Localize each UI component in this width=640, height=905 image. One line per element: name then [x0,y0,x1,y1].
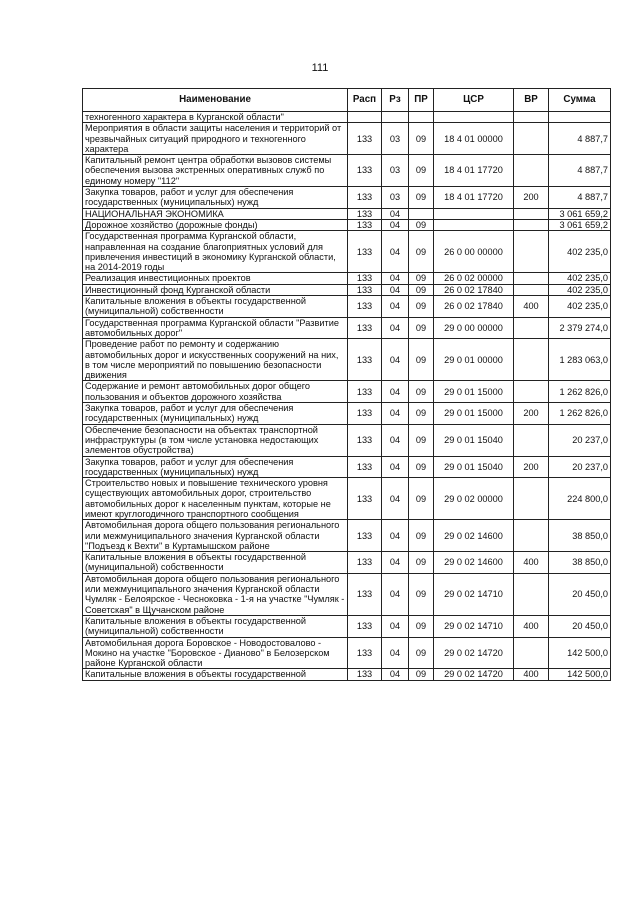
cell-rasp: 133 [348,208,382,219]
cell-rz: 04 [382,208,409,219]
header-rz: Рз [382,89,409,112]
cell-name: Капитальные вложения в объекты государственной (муниципальной) собственности [83,296,348,318]
cell-name: Капитальный ремонт центра обработки вызовов системы обеспечения вызова экстренных оперативных служб по единому номеру "112" [83,155,348,187]
cell-name: Капитальные вложения в объекты государственной [83,669,348,680]
cell-pr: 09 [409,424,434,456]
cell-rasp: 133 [348,615,382,637]
cell-pr [409,112,434,123]
table-row [83,456,611,478]
cell-rasp [348,112,382,123]
cell-vr [514,424,549,456]
cell-sum: 2 379 274,0 [549,317,611,339]
cell-csr [434,208,514,219]
cell-rasp: 133 [348,478,382,520]
cell-rasp: 133 [348,552,382,574]
cell-sum: 402 235,0 [549,296,611,318]
cell-sum: 4 887,7 [549,123,611,155]
table-row [83,273,611,284]
cell-csr: 29 0 02 14720 [434,669,514,680]
header-sum: Сумма [549,89,611,112]
cell-sum: 3 061 659,2 [549,219,611,230]
cell-name: Государственная программа Курганской области "Развитие автомобильных дорог" [83,317,348,339]
cell-rz: 04 [382,424,409,456]
table-row [83,208,611,219]
table-row [83,637,611,669]
cell-vr [514,273,549,284]
cell-rz: 04 [382,552,409,574]
cell-csr: 29 0 01 15040 [434,456,514,478]
table-row [83,478,611,520]
page-number: 111 [311,62,329,74]
cell-vr [514,317,549,339]
cell-pr: 09 [409,456,434,478]
cell-rasp: 133 [348,403,382,425]
cell-vr: 200 [514,403,549,425]
table-row [83,112,611,123]
cell-pr: 09 [409,552,434,574]
cell-pr: 09 [409,520,434,552]
cell-vr [514,520,549,552]
cell-rasp: 133 [348,573,382,615]
cell-rz: 04 [382,231,409,273]
cell-rasp: 133 [348,123,382,155]
cell-name: Дорожное хозяйство (дорожные фонды) [83,219,348,230]
cell-pr: 09 [409,155,434,187]
cell-pr: 09 [409,403,434,425]
cell-name: Капитальные вложения в объекты государственной (муниципальной) собственности [83,552,348,574]
cell-name: НАЦИОНАЛЬНАЯ ЭКОНОМИКА [83,208,348,219]
cell-csr: 29 0 01 00000 [434,339,514,381]
cell-name: Инвестиционный фонд Курганской области [83,284,348,295]
cell-csr [434,219,514,230]
header-pr: ПР [409,89,434,112]
cell-vr [514,381,549,403]
cell-rasp: 133 [348,669,382,680]
cell-rasp: 133 [348,155,382,187]
cell-name: Государственная программа Курганской области, направленная на создание благоприятных условий для привлечения инвестиций в экономику Курганской области, на 2014-2019 годы [83,231,348,273]
cell-name: Проведение работ по ремонту и содержанию автомобильных дорог и искусственных сооружений на них, в том числе мероприятий по повышению безопасности движения [83,339,348,381]
cell-vr: 400 [514,669,549,680]
cell-csr: 29 0 01 15040 [434,424,514,456]
cell-vr [514,123,549,155]
cell-rz: 04 [382,273,409,284]
cell-csr: 29 0 00 00000 [434,317,514,339]
cell-name: Автомобильная дорога общего пользования регионального или межмуниципального значения Курганской области Чумляк - Белоярское - Чесноковка - 1-я на участке "Чумляк - Советская" в Щучанском районе [83,573,348,615]
cell-pr: 09 [409,296,434,318]
cell-rz: 04 [382,403,409,425]
table-row [83,424,611,456]
cell-vr [514,284,549,295]
cell-csr [434,112,514,123]
cell-rz: 03 [382,155,409,187]
cell-rz: 03 [382,187,409,209]
cell-sum [549,112,611,123]
table-row [83,339,611,381]
cell-name: Мероприятия в области защиты населения и территорий от чрезвычайных ситуаций природного и техногенного характера [83,123,348,155]
cell-rasp: 133 [348,284,382,295]
cell-pr: 09 [409,187,434,209]
cell-pr: 09 [409,219,434,230]
cell-csr: 29 0 01 15000 [434,403,514,425]
cell-rasp: 133 [348,424,382,456]
cell-name: Капитальные вложения в объекты государственной (муниципальной) собственности [83,615,348,637]
header-rasp: Расп [348,89,382,112]
table-row [83,123,611,155]
table-row [83,381,611,403]
cell-csr: 26 0 02 17840 [434,296,514,318]
cell-rz: 04 [382,478,409,520]
header-csr: ЦСР [434,89,514,112]
cell-rz: 04 [382,296,409,318]
table-row [83,296,611,318]
cell-pr: 09 [409,669,434,680]
cell-sum: 1 262 826,0 [549,381,611,403]
cell-name: Обеспечение безопасности на объектах транспортной инфраструктуры (в том числе установка недостающих элементов обустройства) [83,424,348,456]
cell-sum: 4 887,7 [549,155,611,187]
cell-vr: 200 [514,456,549,478]
cell-name: Содержание и ремонт автомобильных дорог общего пользования и объектов дорожного хозяйства [83,381,348,403]
cell-vr [514,231,549,273]
cell-rasp: 133 [348,456,382,478]
cell-rasp: 133 [348,231,382,273]
cell-rasp: 133 [348,273,382,284]
table-row [83,155,611,187]
table-row [83,615,611,637]
cell-rasp: 133 [348,296,382,318]
table-row [83,187,611,209]
cell-vr [514,637,549,669]
cell-pr: 09 [409,284,434,295]
cell-sum: 1 283 063,0 [549,339,611,381]
cell-name: Автомобильная дорога Боровское - Новодостовалово - Мокино на участке "Боровское - Дианово" в Белозерском районе Курганской области [83,637,348,669]
cell-sum: 142 500,0 [549,669,611,680]
table-row [83,284,611,295]
cell-csr: 29 0 02 14720 [434,637,514,669]
cell-csr: 29 0 02 14710 [434,573,514,615]
cell-sum: 4 887,7 [549,187,611,209]
cell-vr [514,155,549,187]
cell-sum: 224 800,0 [549,478,611,520]
cell-pr: 09 [409,615,434,637]
cell-rz: 04 [382,456,409,478]
cell-csr: 26 0 02 17840 [434,284,514,295]
cell-rz: 04 [382,669,409,680]
cell-name: техногенного характера в Курганской области" [83,112,348,123]
cell-sum: 20 237,0 [549,424,611,456]
budget-table [82,88,611,681]
cell-csr: 29 0 01 15000 [434,381,514,403]
cell-csr: 18 4 01 00000 [434,123,514,155]
cell-pr: 09 [409,231,434,273]
table-row [83,520,611,552]
cell-vr [514,219,549,230]
cell-vr: 200 [514,187,549,209]
cell-csr: 26 0 00 00000 [434,231,514,273]
cell-pr: 09 [409,573,434,615]
table-row [83,219,611,230]
cell-csr: 29 0 02 14600 [434,552,514,574]
cell-sum: 20 450,0 [549,615,611,637]
cell-pr: 09 [409,637,434,669]
cell-sum: 20 450,0 [549,573,611,615]
cell-vr [514,478,549,520]
cell-pr: 09 [409,273,434,284]
cell-pr: 09 [409,381,434,403]
cell-vr: 400 [514,552,549,574]
cell-rz: 04 [382,637,409,669]
cell-pr: 09 [409,317,434,339]
cell-name: Закупка товаров, работ и услуг для обеспечения государственных (муниципальных) нужд [83,403,348,425]
cell-rz [382,112,409,123]
cell-sum: 402 235,0 [549,231,611,273]
cell-sum: 1 262 826,0 [549,403,611,425]
cell-rasp: 133 [348,317,382,339]
cell-sum: 20 237,0 [549,456,611,478]
cell-name: Закупка товаров, работ и услуг для обеспечения государственных (муниципальных) нужд [83,187,348,209]
header-name: Наименование [83,89,348,112]
cell-name: Закупка товаров, работ и услуг для обеспечения государственных (муниципальных) нужд [83,456,348,478]
cell-csr: 29 0 02 00000 [434,478,514,520]
cell-rz: 04 [382,339,409,381]
header-vr: ВР [514,89,549,112]
cell-vr [514,339,549,381]
cell-csr: 29 0 02 14600 [434,520,514,552]
cell-name: Автомобильная дорога общего пользования регионального или межмуниципального значения Курганской области "Подъезд к Вехти" в Куртамышском районе [83,520,348,552]
cell-csr: 18 4 01 17720 [434,155,514,187]
cell-rasp: 133 [348,381,382,403]
table-row [83,573,611,615]
cell-rz: 03 [382,123,409,155]
cell-vr [514,112,549,123]
cell-rz: 04 [382,381,409,403]
cell-rz: 04 [382,615,409,637]
table-header-row [83,89,611,112]
cell-pr: 09 [409,339,434,381]
cell-rasp: 133 [348,637,382,669]
cell-vr [514,208,549,219]
table-row [83,669,611,680]
table-row [83,317,611,339]
cell-rz: 04 [382,317,409,339]
table-row [83,231,611,273]
cell-rasp: 133 [348,339,382,381]
cell-sum: 38 850,0 [549,520,611,552]
cell-sum: 402 235,0 [549,273,611,284]
cell-rz: 04 [382,573,409,615]
cell-csr: 18 4 01 17720 [434,187,514,209]
cell-name: Реализация инвестиционных проектов [83,273,348,284]
cell-rasp: 133 [348,219,382,230]
cell-sum: 402 235,0 [549,284,611,295]
cell-pr: 09 [409,478,434,520]
cell-csr: 29 0 02 14710 [434,615,514,637]
cell-rz: 04 [382,284,409,295]
cell-csr: 26 0 02 00000 [434,273,514,284]
cell-pr [409,208,434,219]
cell-rasp: 133 [348,187,382,209]
table-row [83,403,611,425]
cell-vr: 400 [514,615,549,637]
cell-name: Строительство новых и повышение технического уровня существующих автомобильных дорог, строительство автомобильных дорог к населенным пунктам, которые не имеют круглогодичного транспортного сообщения [83,478,348,520]
cell-pr: 09 [409,123,434,155]
cell-vr [514,573,549,615]
cell-sum: 142 500,0 [549,637,611,669]
cell-rasp: 133 [348,520,382,552]
cell-sum: 38 850,0 [549,552,611,574]
table-row [83,552,611,574]
cell-rz: 04 [382,219,409,230]
cell-sum: 3 061 659,2 [549,208,611,219]
cell-vr: 400 [514,296,549,318]
table-body [83,112,611,681]
cell-rz: 04 [382,520,409,552]
